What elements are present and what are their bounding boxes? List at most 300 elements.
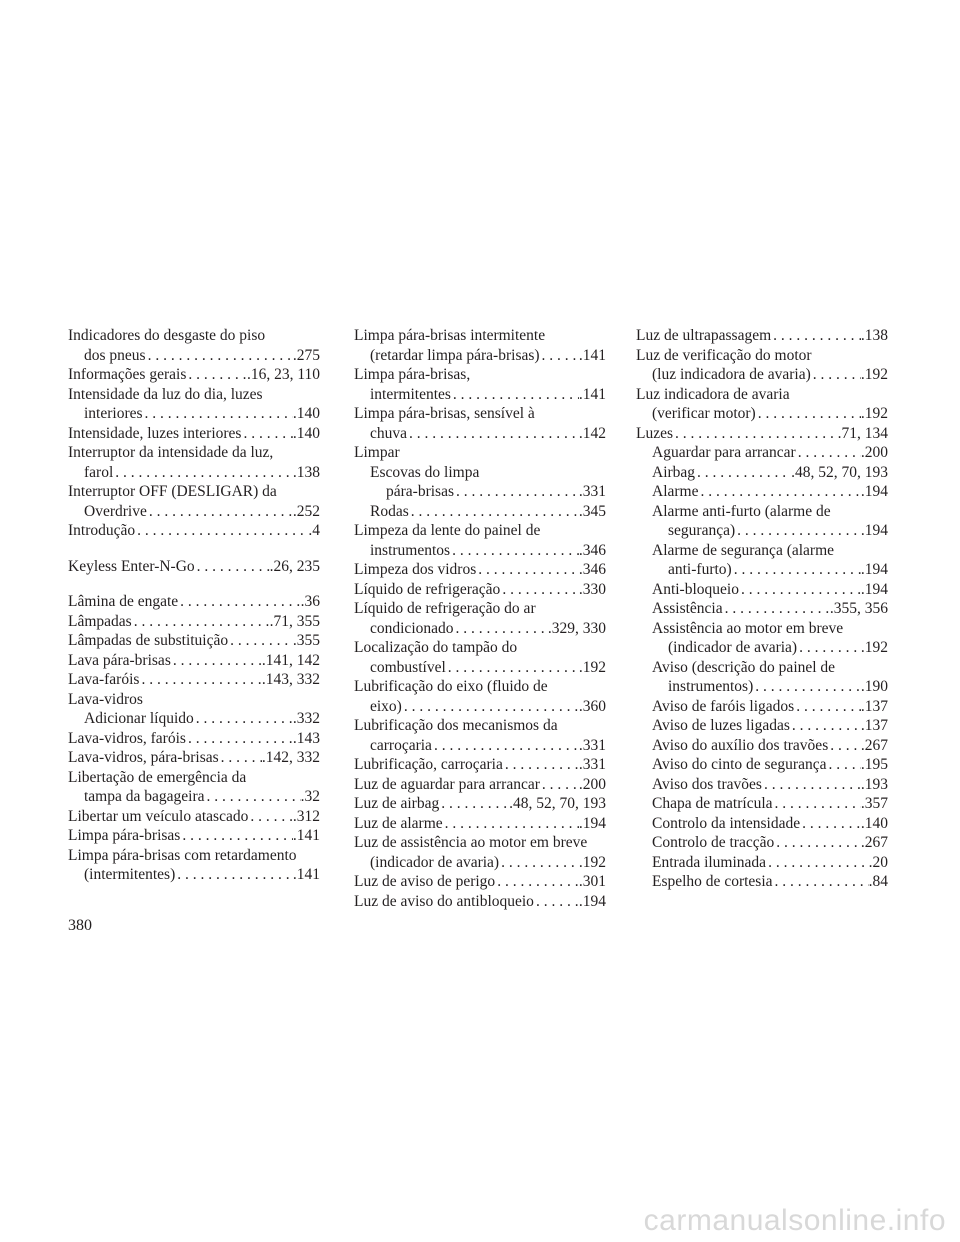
entry-row	[652, 443, 888, 463]
entry-text: combustível	[370, 658, 446, 676]
page-reference: .32	[300, 788, 320, 805]
dot-leader	[790, 716, 861, 736]
dot-leader	[450, 541, 579, 561]
entry-row	[354, 619, 606, 639]
entry-row	[354, 424, 606, 444]
index-entry	[636, 541, 888, 580]
dot-leader	[175, 865, 293, 885]
page-reference: .138	[292, 463, 320, 481]
entry-text: Lava pára-brisas	[68, 651, 171, 669]
entry-row	[652, 814, 888, 834]
entry-row	[354, 580, 606, 600]
entry-row	[68, 826, 320, 846]
dot-leader	[409, 502, 579, 522]
index-column-2	[354, 326, 606, 911]
dot-leader	[241, 424, 292, 444]
entry-text: Aguardar para arrancar	[652, 444, 796, 461]
page-reference: .194	[860, 580, 888, 598]
dot-leader	[756, 404, 861, 424]
dot-leader	[828, 736, 861, 756]
dot-leader	[540, 346, 579, 366]
entry-line: Lubrificação do eixo (fluido de	[354, 678, 548, 695]
index-entry	[636, 716, 888, 736]
dot-leader	[146, 346, 293, 366]
dot-leader	[811, 365, 861, 385]
page-reference: .71, 355	[269, 612, 320, 630]
entry-line: Limpa pára-brisas com retardamento	[68, 846, 297, 864]
index-entry	[354, 365, 606, 404]
page-reference: .331	[578, 483, 606, 500]
entry-text: Luz de ultrapassagem	[636, 327, 772, 344]
entry-line: Luz de assistência ao motor em breve	[354, 834, 588, 851]
page-reference: .140	[292, 424, 320, 442]
entry-text: Luz de aviso de perigo	[354, 873, 496, 890]
index-entry	[354, 872, 606, 892]
entry-text: Anti-bloqueio	[652, 580, 739, 598]
index-entry	[636, 619, 888, 658]
index-entry	[636, 443, 888, 463]
page-reference: .200	[860, 444, 888, 461]
index-entry	[354, 892, 606, 912]
index-entry	[636, 814, 888, 834]
dot-leader	[766, 853, 869, 873]
index-entry	[636, 502, 888, 541]
entry-text: Limpa pára-brisas	[68, 827, 181, 844]
entry-text: Aviso do auxílio dos travões	[652, 736, 829, 754]
index-entry	[636, 658, 888, 697]
dot-leader	[773, 794, 861, 814]
entry-row	[636, 404, 888, 424]
entry-text: Lâmina de engate	[68, 593, 179, 610]
page-reference: .329, 330	[547, 619, 606, 637]
watermark: carmanualsonline.info	[643, 1204, 946, 1237]
entry-line: Indicadores do desgaste do piso	[68, 327, 266, 344]
dot-leader	[451, 385, 579, 405]
page-reference: .141	[292, 827, 320, 844]
entry-text: Lava-faróis	[68, 671, 140, 688]
index-entry	[354, 755, 606, 775]
page-reference: .346	[578, 541, 606, 559]
entry-row	[652, 775, 888, 795]
index-entry	[354, 326, 606, 365]
entry-row	[652, 599, 888, 619]
page-reference: .192	[860, 405, 888, 422]
index-entry	[354, 599, 606, 638]
entry-row	[354, 814, 606, 834]
entry-row	[636, 365, 888, 385]
dot-leader	[402, 697, 579, 717]
dot-leader	[826, 755, 860, 775]
entry-text: Adicionar líquido	[84, 710, 194, 727]
entry-row	[652, 482, 888, 502]
entry-text: Líquido de refrigeração	[354, 580, 501, 598]
index-heading: Limpar	[354, 444, 400, 461]
page-reference: .331	[578, 756, 606, 773]
entry-row	[354, 872, 606, 892]
page-reference: .192	[578, 853, 606, 871]
entry-line: Líquido de refrigeração do ar	[354, 600, 536, 617]
entry-row	[68, 521, 320, 541]
section-gap	[68, 576, 320, 592]
dot-leader	[446, 658, 579, 678]
entry-text: tampa da bagageira	[84, 788, 205, 805]
entry-text: condicionado	[370, 619, 454, 637]
page-reference: .141	[292, 866, 320, 883]
dot-leader	[800, 814, 861, 834]
index-entry	[68, 729, 320, 749]
page-reference: .194	[578, 814, 606, 832]
dot-leader	[794, 697, 861, 717]
index-entry	[636, 775, 888, 795]
page-reference: .4	[308, 522, 320, 539]
index-entry	[636, 482, 888, 502]
index-entry	[68, 557, 320, 577]
page-reference: .200	[578, 775, 606, 793]
entry-text: Keyless Enter-N-Go	[68, 557, 195, 575]
entry-row	[68, 865, 320, 885]
entry-text: (verificar motor)	[652, 405, 756, 422]
index-entry	[68, 443, 320, 482]
entry-row	[354, 560, 606, 580]
entry-row	[68, 748, 320, 768]
index-entry	[636, 326, 888, 346]
dot-leader	[753, 677, 861, 697]
dot-leader	[540, 775, 579, 795]
entry-line: Libertação de emergência da	[68, 768, 247, 786]
index-entry	[68, 651, 320, 671]
index-entry	[68, 482, 320, 521]
entry-text: Aviso de faróis ligados	[652, 697, 795, 715]
dot-leader	[113, 463, 293, 483]
page-reference: .360	[578, 697, 606, 715]
entry-text: Intensidade, luzes interiores	[68, 424, 242, 442]
index-entry	[354, 716, 606, 755]
dot-leader	[774, 833, 861, 853]
index-entry	[354, 404, 606, 443]
entry-row	[68, 612, 320, 632]
entry-row	[68, 424, 320, 444]
dot-leader	[534, 892, 579, 912]
entry-row	[652, 755, 888, 775]
dot-leader	[439, 794, 509, 814]
entry-text: Assistência	[652, 600, 723, 617]
entry-text: Espelho de cortesia	[652, 873, 773, 890]
entry-row	[68, 346, 320, 366]
dot-leader	[797, 638, 861, 658]
index-entry	[354, 560, 606, 580]
entry-row	[636, 424, 888, 444]
entry-text: (intermitentes)	[84, 866, 176, 883]
index-entry	[636, 346, 888, 385]
index-entry	[636, 755, 888, 775]
page-reference: .16, 23, 110	[246, 366, 320, 383]
page-reference: .332	[292, 710, 320, 727]
page-reference: .195	[860, 756, 888, 773]
page-reference: .267	[860, 834, 888, 851]
dot-leader	[443, 814, 579, 834]
index-entry	[354, 814, 606, 834]
entry-row	[354, 755, 606, 775]
entry-text: chuva	[370, 424, 408, 442]
entry-text: Luzes	[636, 424, 674, 442]
entry-text: Informações gerais	[68, 366, 187, 383]
dot-leader	[171, 651, 262, 671]
dot-leader	[205, 787, 301, 807]
entry-text: Lava-vidros, faróis	[68, 729, 186, 747]
page-reference: .137	[860, 697, 888, 715]
dot-leader	[698, 482, 860, 502]
page-reference: .355	[292, 632, 320, 649]
entry-row	[652, 560, 888, 580]
page-reference: .346	[578, 561, 606, 578]
entry-row	[652, 833, 888, 853]
index-entry	[636, 697, 888, 717]
page-reference: .48, 52, 70, 193	[509, 795, 606, 812]
dot-leader	[476, 560, 579, 580]
entry-line: Limpa pára-brisas,	[354, 366, 471, 383]
index-entry	[68, 748, 320, 768]
entry-text: Lâmpadas de substituição	[68, 632, 229, 649]
dot-leader	[503, 755, 579, 775]
entry-line: Limpa pára-brisas, sensível à	[354, 405, 535, 422]
entry-row	[68, 631, 320, 651]
index-entry	[354, 794, 606, 814]
index-entry	[68, 612, 320, 632]
dot-leader	[180, 826, 293, 846]
index-entry	[68, 846, 320, 885]
dot-leader	[143, 404, 293, 424]
dot-leader	[135, 521, 308, 541]
index-entry	[68, 807, 320, 827]
entry-row	[354, 658, 606, 678]
entry-text: intermitentes	[370, 385, 451, 403]
dot-leader	[186, 729, 293, 749]
dot-leader	[771, 326, 861, 346]
page-reference: .20	[868, 853, 888, 871]
entry-text: instrumentos)	[668, 678, 754, 695]
dot-leader	[178, 592, 300, 612]
page-reference: .137	[860, 717, 888, 734]
entry-row	[354, 794, 606, 814]
entry-text: segurança)	[668, 522, 736, 539]
page-reference: .141	[578, 346, 606, 364]
entry-row	[652, 677, 888, 697]
index-entry	[636, 736, 888, 756]
entry-row	[354, 736, 606, 756]
entry-row	[636, 326, 888, 346]
entry-row	[370, 482, 606, 502]
entry-line: Alarme de segurança (alarme	[652, 541, 835, 559]
index-entry	[68, 521, 320, 541]
entry-row	[68, 463, 320, 483]
index-entry	[636, 833, 888, 853]
page-reference: .141	[578, 385, 606, 403]
page-reference: .140	[860, 814, 888, 832]
page-reference: .84	[868, 873, 888, 890]
entry-row	[68, 404, 320, 424]
page-reference: .143	[292, 729, 320, 747]
entry-text: dos pneus	[84, 346, 146, 364]
page-reference: .142, 332	[261, 749, 320, 766]
dot-leader	[495, 872, 579, 892]
entry-row	[652, 580, 888, 600]
page-reference: .192	[860, 639, 888, 656]
entry-text: Introdução	[68, 522, 136, 539]
index-entry	[636, 580, 888, 600]
entry-row	[354, 541, 606, 561]
entry-row	[652, 794, 888, 814]
entry-text: Luz de aguardar para arrancar	[354, 775, 540, 793]
entry-row	[68, 729, 320, 749]
page-reference: .192	[860, 366, 888, 383]
page-reference: .143, 332	[261, 671, 320, 688]
dot-leader	[194, 709, 293, 729]
page-reference: .138	[860, 327, 888, 344]
page-reference: .252	[292, 502, 320, 520]
entry-line: Alarme anti-furto (alarme de	[652, 502, 831, 520]
entry-row	[354, 346, 606, 366]
entry-row	[370, 502, 606, 522]
dot-leader	[228, 631, 293, 651]
page-reference: .194	[860, 522, 888, 539]
entry-line: Escovas do limpa	[370, 463, 480, 481]
entry-text: Lubrificação, carroçaria	[354, 756, 503, 773]
entry-text: Aviso dos travões	[652, 775, 762, 793]
entry-text: Alarme	[652, 483, 699, 500]
index-entry	[636, 794, 888, 814]
entry-row	[354, 697, 606, 717]
entry-line: Luz de verificação do motor	[636, 346, 812, 364]
entry-text: Luz de aviso do antibloqueio	[354, 892, 534, 910]
entry-text: Lava-vidros, pára-brisas	[68, 749, 219, 766]
entry-line: Interruptor OFF (DESLIGAR) da	[68, 483, 277, 500]
entry-text: Controlo da intensidade	[652, 814, 801, 832]
entry-text: farol	[84, 463, 114, 481]
page-reference: .267	[860, 736, 888, 754]
entry-text: Aviso de luzes ligadas	[652, 717, 790, 734]
entry-row	[354, 892, 606, 912]
page-reference: .36	[300, 593, 320, 610]
page-reference: .194	[860, 483, 888, 500]
dot-leader	[186, 365, 247, 385]
entry-line: Interruptor da intensidade da luz,	[68, 444, 274, 461]
entry-row	[652, 697, 888, 717]
entry-row	[652, 463, 888, 483]
index-column-1	[68, 326, 320, 885]
entry-text: (luz indicadora de avaria)	[652, 366, 811, 383]
dot-leader	[695, 463, 791, 483]
page-reference: .71, 134	[837, 424, 888, 442]
entry-text: Luz de airbag	[354, 795, 440, 812]
entry-text: Lâmpadas	[68, 612, 132, 630]
entry-text: Chapa de matrícula	[652, 795, 773, 812]
entry-line: Intensidade da luz do dia, luzes	[68, 385, 263, 403]
page-reference: .345	[578, 502, 606, 520]
entry-text: (indicador de avaria)	[370, 853, 500, 871]
entry-text: Luz de alarme	[354, 814, 443, 832]
entry-text: (indicador de avaria)	[668, 639, 798, 656]
entry-text: Rodas	[370, 502, 409, 520]
entry-row	[68, 557, 320, 577]
entry-text: Limpeza dos vidros	[354, 561, 477, 578]
index-entry	[68, 768, 320, 807]
dot-leader	[219, 748, 262, 768]
dot-leader	[432, 736, 579, 756]
page-reference: .193	[860, 775, 888, 793]
entry-text: carroçaria	[370, 736, 432, 754]
entry-row	[68, 651, 320, 671]
entry-text: Airbag	[652, 463, 696, 481]
entry-text: Overdrive	[84, 502, 147, 520]
entry-line: Assistência ao motor em breve	[652, 619, 844, 637]
index-entry	[354, 580, 606, 600]
entry-row	[68, 365, 320, 385]
entry-text: Entrada iluminada	[652, 853, 767, 871]
entry-line: Limpeza da lente do painel de	[354, 522, 541, 539]
page-reference: .301	[578, 873, 606, 890]
dot-leader	[454, 482, 579, 502]
index-entry	[636, 424, 888, 444]
page-reference: .357	[860, 795, 888, 812]
dot-leader	[762, 775, 861, 795]
index-entry	[354, 502, 606, 522]
page-reference: .312	[292, 807, 320, 825]
index-entry	[68, 709, 320, 729]
page-reference: .26, 235	[269, 557, 320, 575]
dot-leader	[732, 560, 861, 580]
entry-line: Lubrificação dos mecanismos da	[354, 717, 558, 734]
index-entry	[636, 872, 888, 892]
entry-row	[652, 638, 888, 658]
index-entry	[354, 775, 606, 795]
index-entry	[68, 670, 320, 690]
entry-row	[68, 592, 320, 612]
index-entry	[68, 365, 320, 385]
dot-leader	[147, 502, 293, 522]
entry-row	[652, 853, 888, 873]
index-entry	[636, 599, 888, 619]
page-reference: .141, 142	[261, 651, 320, 669]
page-reference: .194	[578, 892, 606, 910]
page-reference: .190	[860, 678, 888, 695]
index-entry	[68, 631, 320, 651]
dot-leader	[773, 872, 869, 892]
page-reference: .194	[860, 561, 888, 578]
entry-row	[354, 385, 606, 405]
entry-text: Libertar um veículo atascado	[68, 807, 249, 825]
entry-text: pára-brisas	[386, 483, 454, 500]
dot-leader	[723, 599, 830, 619]
entry-row	[652, 872, 888, 892]
entry-text: (retardar limpa pára-brisas)	[370, 346, 540, 364]
index-column-3	[636, 326, 888, 892]
entry-row	[652, 521, 888, 541]
dot-leader	[407, 424, 579, 444]
index-entry	[68, 592, 320, 612]
page-reference: .48, 52, 70, 193	[791, 463, 888, 481]
entry-line: Luz indicadora de avaria	[636, 385, 790, 403]
index-entry	[354, 521, 606, 560]
entry-row	[68, 787, 320, 807]
entry-line: Localização do tampão do	[354, 639, 518, 656]
entry-row	[84, 709, 320, 729]
entry-text: interiores	[84, 405, 143, 422]
index-heading: Lava-vidros	[68, 690, 143, 708]
index-entry	[68, 826, 320, 846]
dot-leader	[500, 580, 579, 600]
page-reference: .331	[578, 736, 606, 754]
page-reference: .330	[578, 580, 606, 598]
